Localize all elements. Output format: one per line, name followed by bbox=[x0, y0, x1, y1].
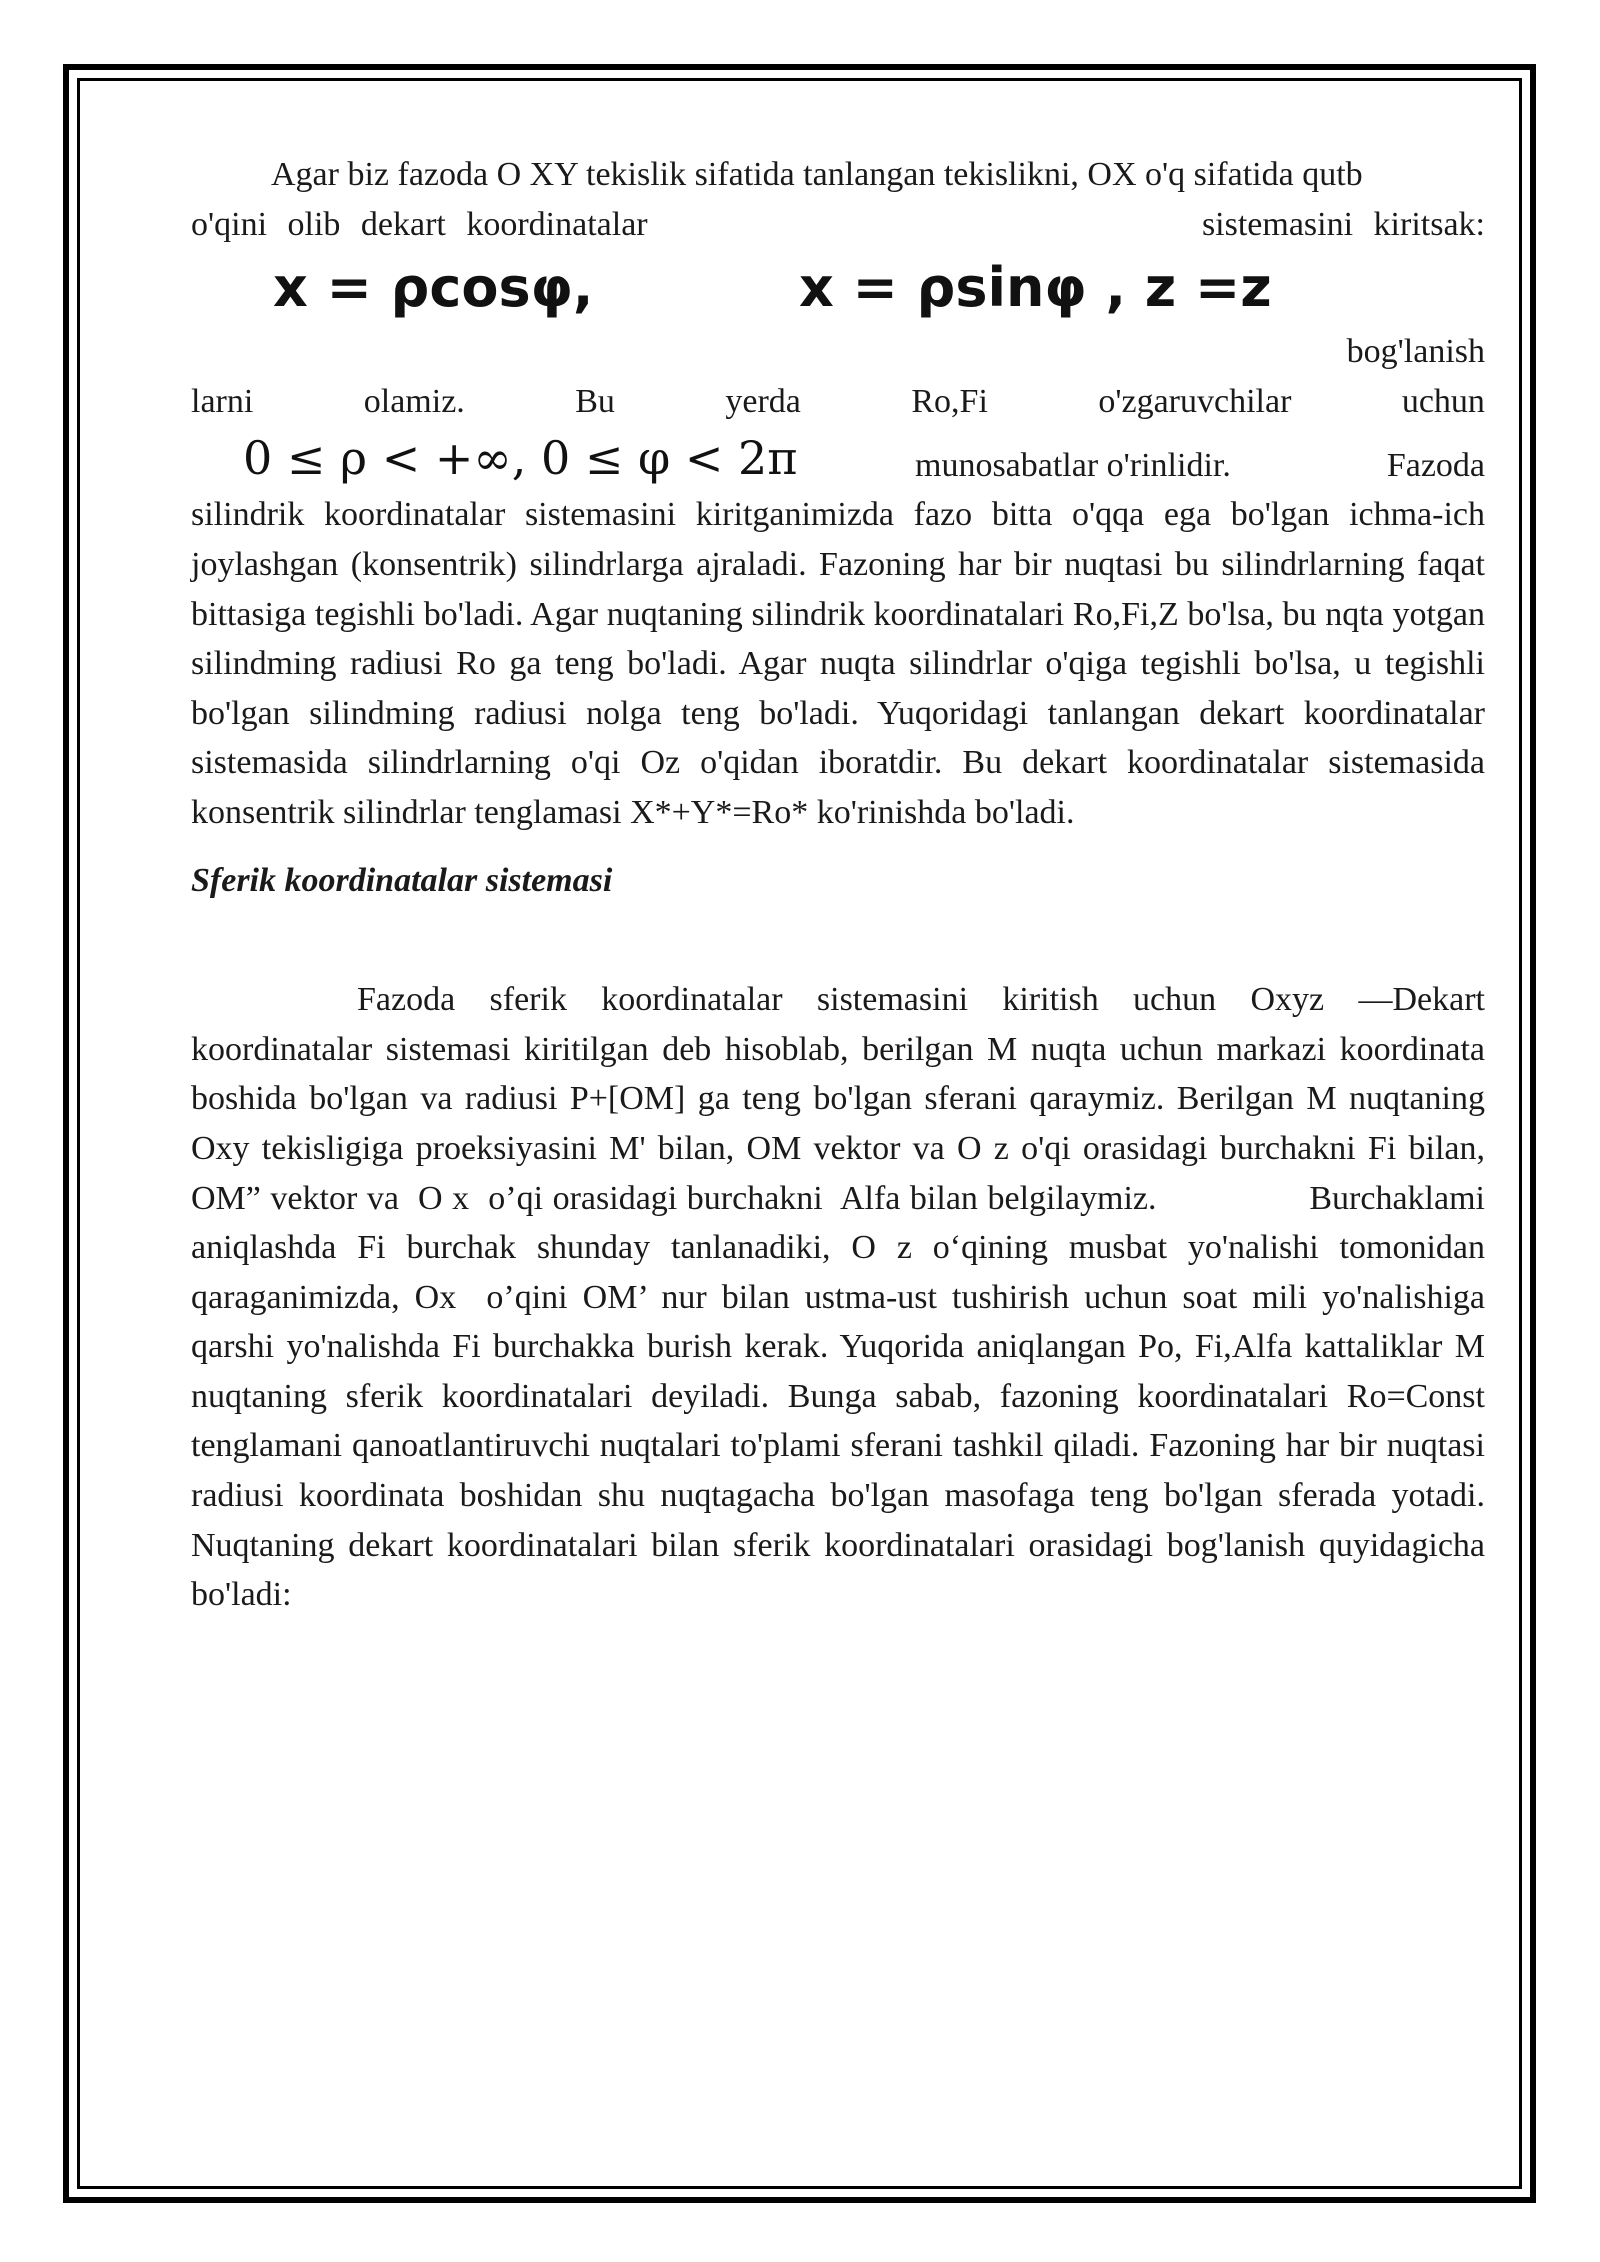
fazoda-text: Fazoda bbox=[1386, 446, 1485, 484]
section-heading: Sferik koordinatalar sistemasi bbox=[191, 861, 613, 899]
word-1: larni bbox=[191, 382, 254, 420]
formula-range-inequalities: 0 ≤ ρ < +∞, 0 ≤ φ < 2π bbox=[243, 431, 798, 486]
word-5: Ro,Fi bbox=[911, 382, 988, 420]
munosabatlar-text: munosabatlar o'rinlidir. bbox=[915, 446, 1231, 484]
document-body bbox=[191, 150, 1494, 1620]
paragraph-1-body: silindrik koordinatalar sistemasini kiritganimizda fazo bitta o'qqa ega bo'lgan ichma-ich joylashgan (konsentrik) silindrlarga ajraladi. Fazoning har bir nuqtasi bu silindrlarning faqat bittasiga tegishli bo'ladi. Agar nuqtaning silindrik koordinatalari Ro,Fi,Z bo'lsa, bu nqta yotgan silindming radiusi Ro ga teng bo'ladi. Agar nuqta silindrlar o'qiga tegishli bo'lsa, u tegishli bo'lgan silindming radiusi nolga teng bo'ladi. Yuqoridagi tanlangan dekart koordinatalar sistemasida silindrlarning o'qi Oz o'qidan iboratdir. Bu dekart koordinatalar sistemasida konsentrik silindrlar tenglamasi X*+Y*=Ro* ko'rinishda bo'ladi. bbox=[191, 496, 1485, 831]
formula-row-2 bbox=[191, 426, 1485, 490]
word-6: o'zgaruvchilar bbox=[1098, 382, 1292, 420]
formula-x-rho-sin: x = ρsinφ , z =z bbox=[799, 256, 1272, 320]
formula-x-rho-cos: x = ρcosφ, bbox=[273, 256, 594, 320]
word-3: Bu bbox=[575, 382, 615, 420]
line-2-right-text: sistemasini kiritsak: bbox=[1201, 205, 1485, 243]
formula-row-1 bbox=[191, 249, 1485, 327]
paragraph-1-line-2 bbox=[191, 200, 1485, 250]
boglanish-text: bog'lanish bbox=[1346, 333, 1485, 371]
paragraph-1-line-3 bbox=[191, 327, 1485, 377]
paragraph-1-line-4 bbox=[191, 377, 1485, 427]
paragraph-1-line-1: Agar biz fazoda O XY tekislik sifatida tanlangan tekislikni, OX o'q sifatida qutb bbox=[271, 156, 1363, 193]
word-7: uchun bbox=[1401, 382, 1485, 420]
word-4: yerda bbox=[725, 382, 801, 420]
paragraph-2-body: Fazoda sferik koordinatalar sistemasini kiritish uchun Oxyz —Dekart koordinatalar sistemasi kiritilgan deb hisoblab, berilgan M nuqta uchun markazi koordinata boshida bo'lgan va radiusi P+[OM] ga teng bo'lgan sferani qaraymiz. Berilgan M nuqtaning Oxy tekisligiga proeksiyasini M' bilan, OM vektor va O z o'qi orasidagi burchakni Fi bilan, OM” vektor va O x o’qi orasidagi burchakni Alfa bilan belgilaymiz. Burchaklami aniqlashda Fi burchak shunday tanlanadiki, O z o‘qining musbat yo'nalishi tomonidan qaraganimizda, Ox o’qini OM’ nur bilan ustma-ust tushirish uchun soat mili yo'nalishiga qarshi yo'nalishda Fi burchakka burish kerak. Yuqorida aniqlangan Po, Fi,Alfa kattaliklar M nuqtaning sferik koordinatalari deyiladi. Bunga sabab, fazoning koordinatalari Ro=Const tenglamani qanoatlantiruvchi nuqtalari to'plami sferani tashkil qiladi. Fazoning har bir nuqtasi radiusi koordinata boshidan shu nuqtagacha bo'lgan masofaga teng bo'lgan sferada yotadi. Nuqtaning dekart koordinatalari bilan sferik koordinatalari orasidagi bog'lanish quyidagicha bo'ladi: bbox=[191, 981, 1494, 1614]
word-2: olamiz. bbox=[363, 382, 465, 420]
line-2-left-text: o'qini olib dekart koordinatalar bbox=[191, 205, 648, 243]
formula-row-2-trailing-text bbox=[915, 441, 1485, 491]
